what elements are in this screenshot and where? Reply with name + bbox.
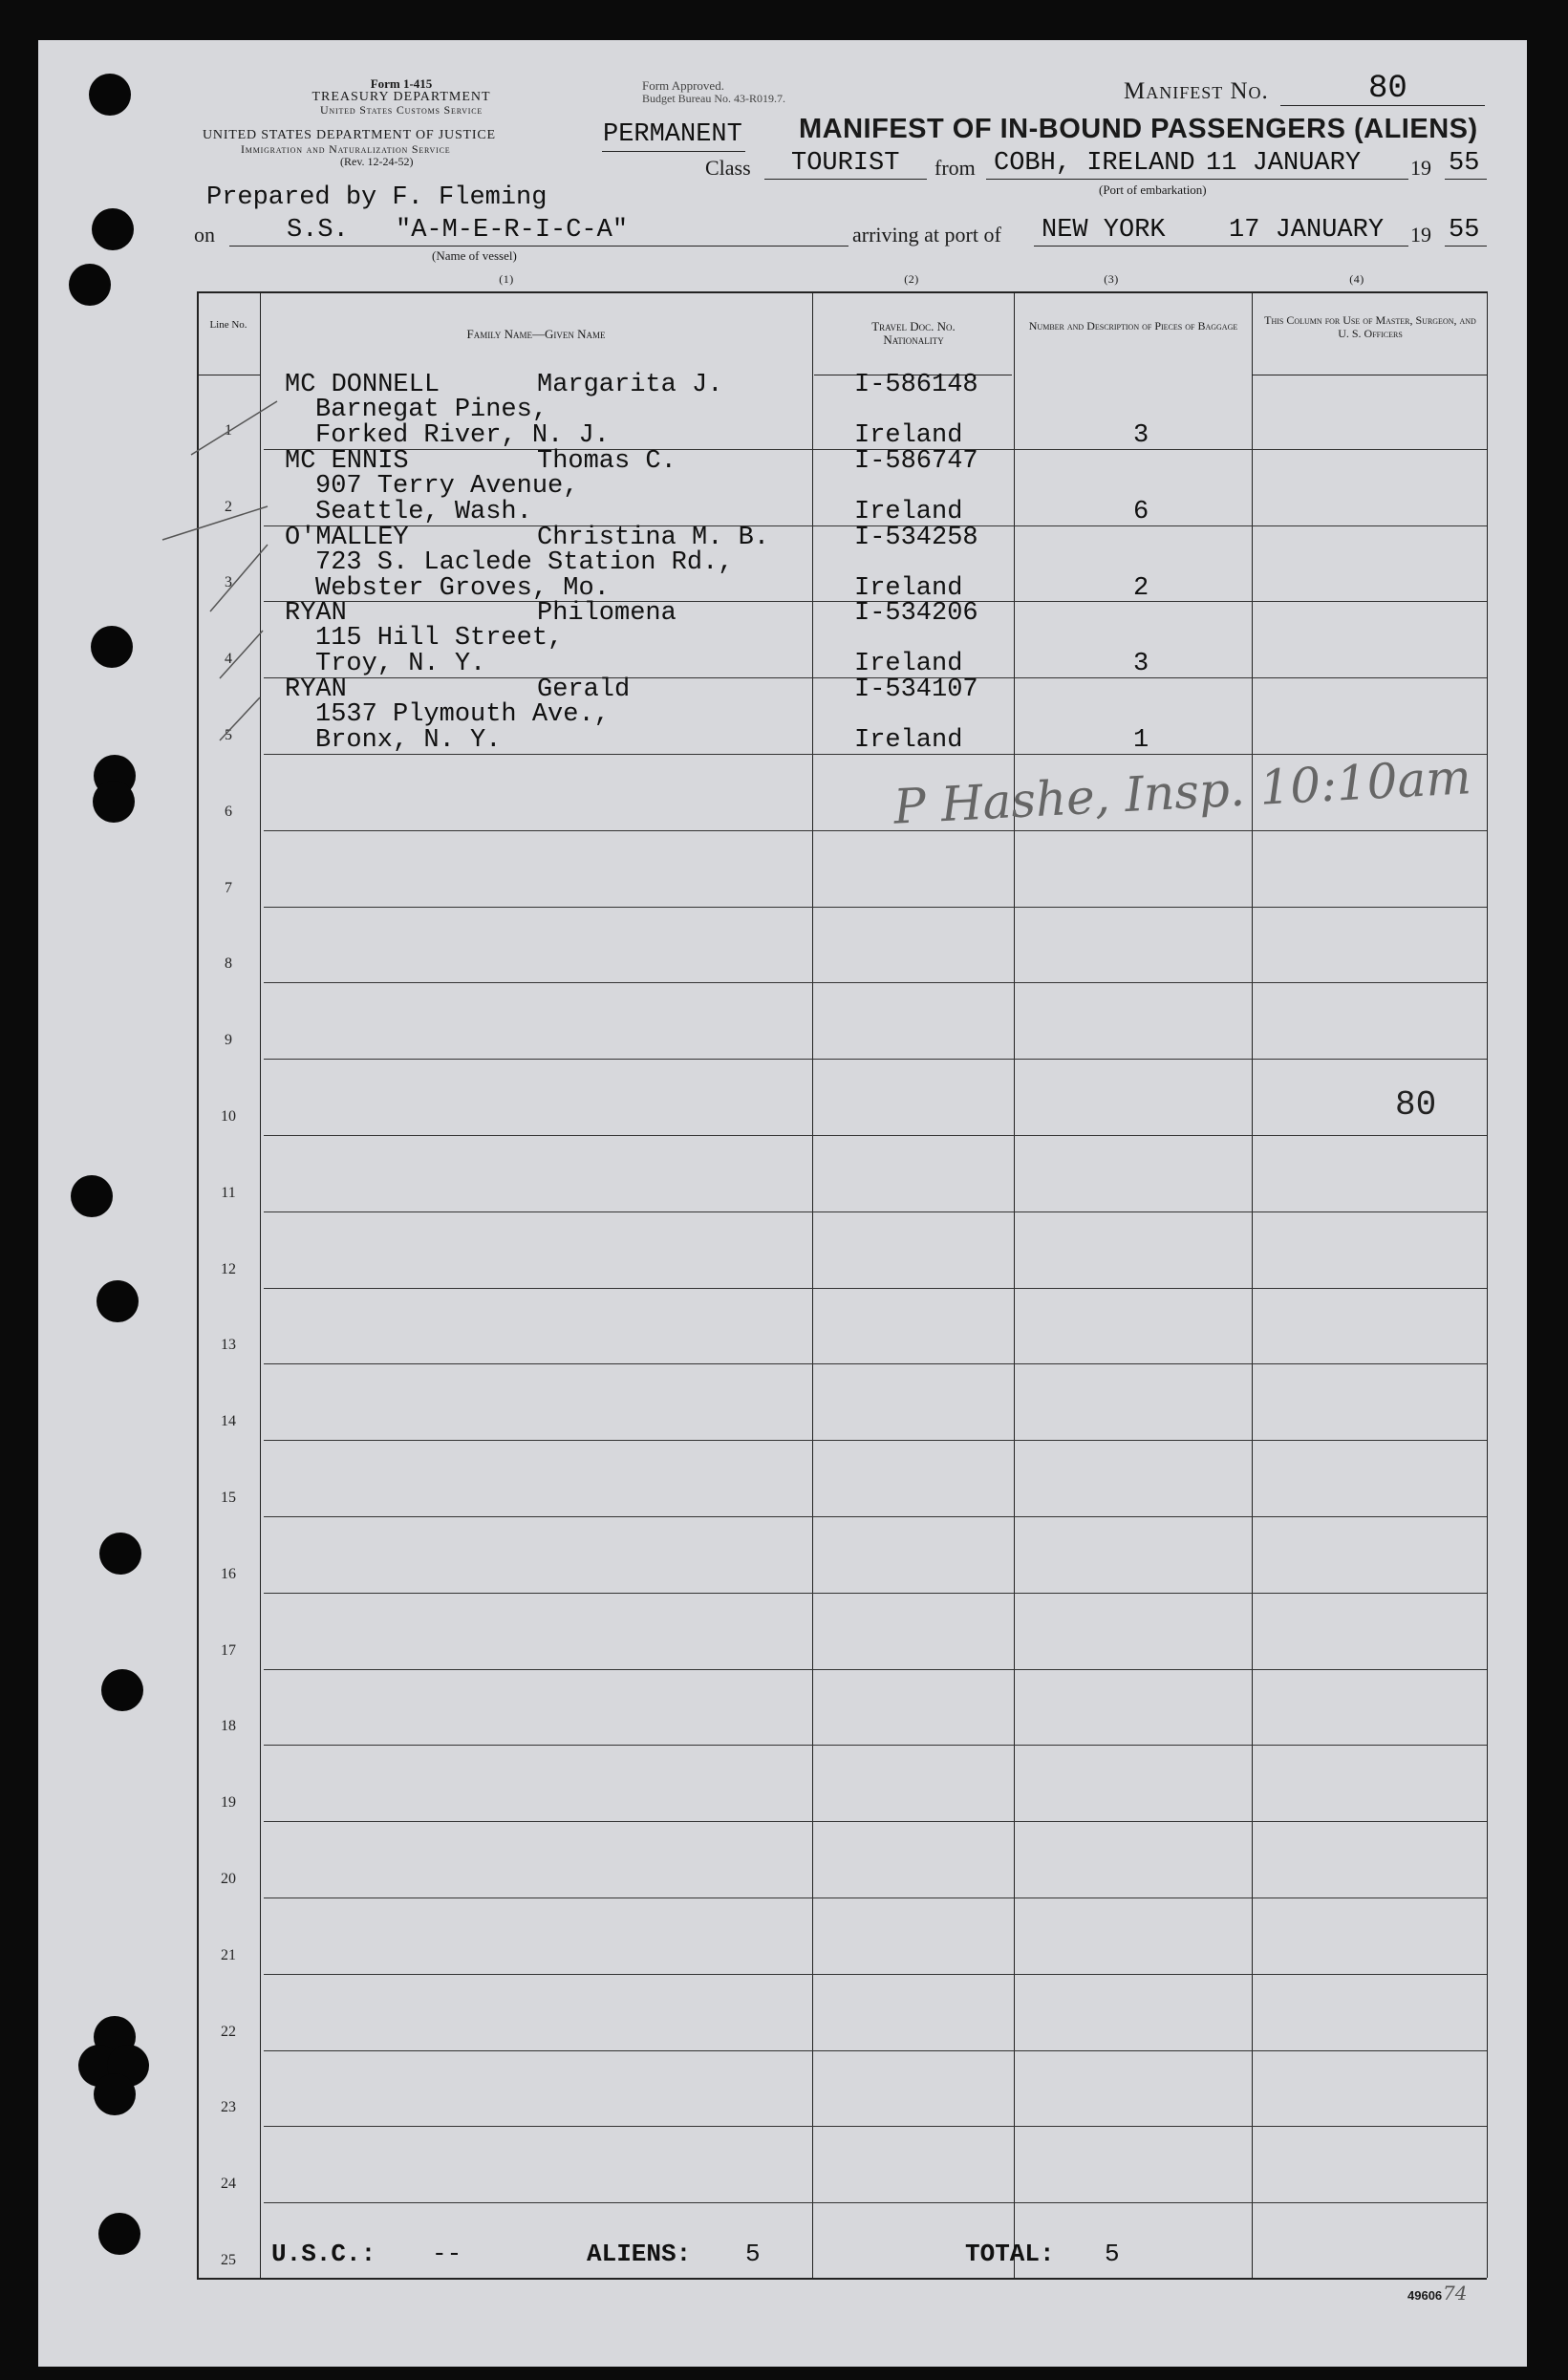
total-label: TOTAL: [965,2240,1055,2268]
row-rule [264,1974,1487,1975]
passenger-family-name: RYAN [285,675,347,704]
passenger-travel-doc: I-586747 [854,447,978,476]
line-number: 17 [221,1642,236,1659]
row-rule [264,1593,1487,1594]
prepared-by: Prepared by F. Fleming [206,183,548,212]
punch-hole [92,208,134,250]
line-number: 16 [221,1566,236,1582]
arrival-date: 17 JANUARY [1229,216,1385,245]
passenger-address-line2: Webster Groves, Mo. [315,574,610,603]
row-rule [264,1135,1487,1136]
vessel-name: "A-M-E-R-I-C-A" [396,216,629,245]
revision: (Rev. 12-24-52) [340,155,414,168]
vessel-caption: (Name of vessel) [432,248,517,263]
line-number: 7 [225,880,232,896]
print-code: 49606 [1407,2288,1443,2303]
passenger-nationality: Ireland [854,421,963,450]
passenger-travel-doc: I-534206 [854,599,978,628]
from-label: from [934,156,976,180]
passenger-address-line2: Seattle, Wash. [315,498,532,526]
line-number: 20 [221,1871,236,1887]
line-number: 21 [221,1947,236,1963]
row-rule [264,2050,1487,2051]
ledger-check-marks [153,382,287,783]
passenger-given-name: Thomas C. [537,447,677,476]
line-number: 19 [221,1794,236,1811]
row-rule [264,1516,1487,1517]
row-rule [264,1059,1487,1060]
col-head-officers: This Column for Use of Master, Surgeon, and U. S. Officers [1264,313,1476,340]
permanent-stamp: PERMANENT [603,120,742,149]
passenger-address-line2: Forked River, N. J. [315,421,610,450]
punch-hole [99,1533,141,1575]
punch-hole [94,2073,136,2115]
passenger-address-line1: 115 Hill Street, [315,624,564,653]
line-number: 24 [221,2176,236,2192]
usc-value: -- [432,2240,462,2268]
row-rule [264,2126,1487,2127]
inspector-signature: P Hashe, Insp. 10:10am [891,749,1473,835]
passenger-travel-doc: I-534107 [854,675,978,704]
punch-hole [71,1175,113,1217]
line-number: 6 [225,804,232,820]
class-value: TOURIST [791,149,900,178]
line-number: 22 [221,2024,236,2040]
line-number: 15 [221,1490,236,1506]
row-rule [264,1211,1487,1212]
passenger-travel-doc: I-586148 [854,371,978,399]
arrival-year-prefix: 19 [1410,223,1431,247]
col-head-family: Family Name—Given Name [466,327,606,341]
ins-service: Immigration and Naturalization Service [241,142,451,156]
row-rule [264,1288,1487,1289]
manifest-no-label: Manifest No. [1124,78,1269,104]
punch-hole [69,264,111,306]
row-rule [264,1745,1487,1746]
col-number-2: (2) [904,272,919,286]
passenger-address-line2: Troy, N. Y. [315,650,486,678]
punch-hole [89,74,131,116]
passenger-nationality: Ireland [854,726,963,755]
passenger-baggage: 3 [1133,650,1149,678]
line-number: 10 [221,1108,236,1125]
passenger-family-name: O'MALLEY [285,524,409,552]
passenger-address-line1: Barnegat Pines, [315,396,548,424]
passenger-baggage: 1 [1133,726,1149,755]
page-mark: 74 [1443,2282,1468,2305]
manifest-title: MANIFEST OF IN-BOUND PASSENGERS (ALIENS) [799,114,1478,144]
line-number: 8 [225,955,232,972]
passenger-given-name: Margarita J. [537,371,723,399]
passenger-family-name: MC ENNIS [285,447,409,476]
line-number: 3 [225,574,232,590]
manifest-no: 80 [1368,71,1407,107]
line-number: 9 [225,1032,232,1048]
passenger-given-name: Christina M. B. [537,524,770,552]
passenger-nationality: Ireland [854,498,963,526]
on-label: on [194,223,215,247]
form-number: Form 1-415 [370,76,433,91]
col-number-4: (4) [1349,272,1364,286]
passenger-family-name: RYAN [285,599,347,628]
col-head-baggage: Number and Description of Pieces of Baggage [1028,319,1238,332]
year-suffix: 55 [1449,149,1480,178]
arrival-port: NEW YORK [1042,216,1166,245]
budget-bureau: Budget Bureau No. 43-R019.7. [642,92,785,105]
line-number: 5 [225,727,232,743]
row-rule [264,2202,1487,2203]
stamp-number: 80 [1395,1085,1437,1125]
justice-dept: UNITED STATES DEPARTMENT OF JUSTICE [203,128,496,142]
line-number: 18 [221,1718,236,1734]
passenger-nationality: Ireland [854,574,963,603]
col-head-travel-doc: Travel Doc. No. [871,319,956,333]
line-number: 13 [221,1337,236,1353]
line-number: 4 [225,651,232,667]
aliens-label: ALIENS: [587,2240,692,2268]
line-number: 1 [225,422,232,439]
line-number: 25 [221,2252,236,2268]
passenger-address-line2: Bronx, N. Y. [315,726,502,755]
passenger-address-line1: 907 Terry Avenue, [315,472,579,501]
row-rule [264,830,1487,831]
line-number: 11 [221,1185,236,1201]
arriving-label: arriving at port of [852,223,1001,247]
punch-hole [97,1280,139,1322]
passenger-nationality: Ireland [854,650,963,678]
aliens-value: 5 [745,2240,761,2268]
from-port: COBH, IRELAND [994,149,1195,178]
form-approved: Form Approved. [642,78,724,93]
row-rule [264,907,1487,908]
row-rule [264,1363,1487,1364]
usc-label: U.S.C.: [271,2240,376,2268]
row-rule [264,982,1487,983]
line-number: 12 [221,1261,236,1277]
embark-caption: (Port of embarkation) [1099,182,1207,197]
passenger-baggage: 3 [1133,421,1149,450]
passenger-travel-doc: I-534258 [854,524,978,552]
line-number: 2 [225,499,232,515]
arrival-year-suffix: 55 [1449,216,1480,245]
passenger-given-name: Philomena [537,599,677,628]
passenger-given-name: Gerald [537,675,631,704]
vessel-prefix: S.S. [287,216,349,245]
class-label: Class [705,156,751,180]
col-number-1: (1) [499,272,514,286]
passenger-address-line1: 723 S. Laclede Station Rd., [315,548,734,577]
row-rule [264,1440,1487,1441]
col-number-3: (3) [1104,272,1119,286]
embark-date: 11 JANUARY [1206,149,1362,178]
col-head-nationality: Nationality [883,332,944,347]
punch-hole [93,781,135,823]
col-head-line-no: Line No. [209,319,247,331]
row-rule [264,1821,1487,1822]
punch-hole [101,1669,143,1711]
passenger-baggage: 6 [1133,498,1149,526]
treasury-dept: TREASURY DEPARTMENT [311,90,491,104]
passenger-address-line1: 1537 Plymouth Ave., [315,700,610,729]
year-prefix: 19 [1410,156,1431,180]
line-number: 23 [221,2099,236,2115]
customs-service: United States Customs Service [319,103,483,117]
passenger-baggage: 2 [1133,574,1149,603]
punch-hole [91,626,133,668]
passenger-family-name: MC DONNELL [285,371,440,399]
total-value: 5 [1105,2240,1120,2268]
line-number: 14 [221,1413,236,1429]
row-rule [264,1669,1487,1670]
punch-hole [98,2213,140,2255]
